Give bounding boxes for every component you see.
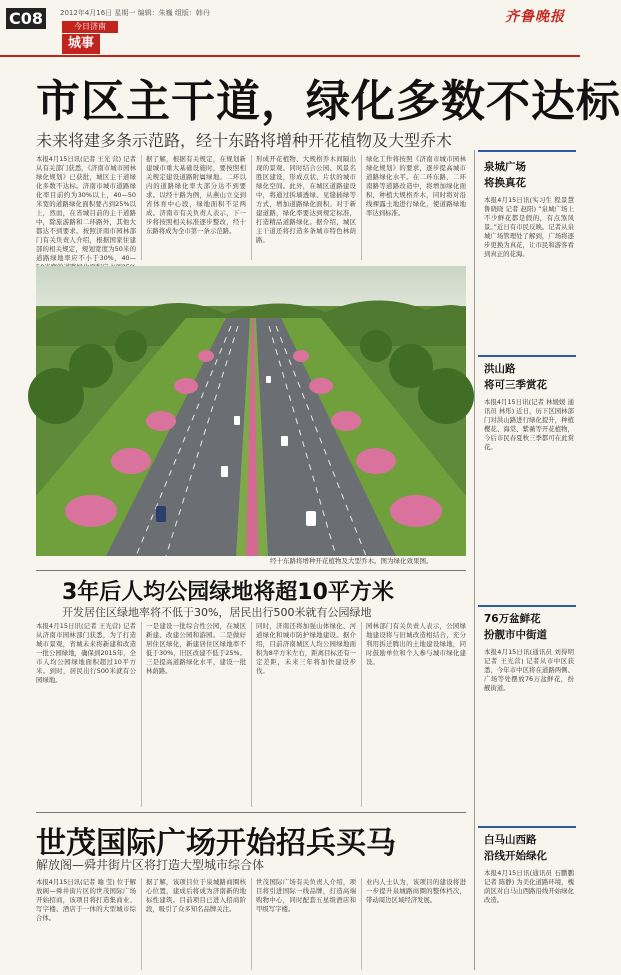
sidebar-2-body: 本报4月15日讯(记者 林媛媛 通讯员 林彤) 近日，历下区园林部门对洪山路进行绿化提升，种植樱花、海棠、紫薇等开花植物，今后市民春夏秋三季都可在此赏花。 xyxy=(484,398,574,451)
column-divider xyxy=(251,155,252,260)
sidebar-2-title-line1: 洪山路 xyxy=(484,363,516,375)
lead-column-1: 本报4月15日讯(记者 王光 营) 记者从有关部门获悉，《济南市城市园林绿化规划》已获批，城区主干道绿化多数不达标。济南市城市道路绿化率目前约为30%以上，40—50米宽的道路绿化面积要占到25%以上，然而，在省城目前的主干道路中，除旅游路和二环路外，其他大都达不到要求。按照济南市园林部门有关负责人介绍，根据国家住建部的相关规定，规划宽度为50米的道路绿地率应不小于30%，40— xyxy=(36,155,136,262)
masthead-rule xyxy=(0,55,580,57)
third-subheadline: 解放阁—舜井街片区将打造大型城市综合体 xyxy=(36,858,265,872)
lead-subheadline: 未来将建多条示范路，经十东路将增种开花植物及大型乔木 xyxy=(36,131,453,150)
second-column-3: 同时，济南还将加强山体绿化、河道绿化和城市防护绿地建设。据介绍，目前济南城区人均公园绿地面积为8平方米左右，距离目标还有一定差距，未来三年将加快建设步伐。 xyxy=(256,622,356,675)
section-divider xyxy=(36,570,466,571)
third-column-1: 本报4月15日讯(记者 喻 莹) 位于解放阁—舜井街片区的世茂国际广场开始招商，该项目将打造集商业、写字楼、酒店于一体的大型城市综合体。 xyxy=(36,878,136,922)
column-divider xyxy=(141,155,142,260)
sidebar-rule xyxy=(478,150,576,152)
sidebar-3-title-line1: 76万盆鲜花 xyxy=(484,613,541,625)
lead-column-3: 形成开花植物、大规格乔木间隔出现的景观。同时结合公园、风景名胜区建设，形成点状、片状的城市绿化空间。此外，在城区道路建设中，将通过拆墙透绿、见缝插绿等方式，增加道路绿化面积。对于新建道路，绿化率要达到规定标准，打造精品道路绿化。据介绍，城区主干道还将打造多条城市特色林荫路。 xyxy=(256,155,356,244)
third-column-4: 业内人士认为，该项目的建设将进一步提升泉城路商圈的整体档次，带动周边区域经济发展。 xyxy=(366,878,466,904)
second-headline: 3年后人均公园绿地将超10平方米 xyxy=(62,580,394,605)
photo-caption: 经十东路将增种开花植物及大型乔木。图为绿化效果图。 xyxy=(270,557,433,565)
third-column-3: 世茂国际广场有关负责人介绍，项目将引进国际一线品牌，打造高端购物中心，同时配套五星级酒店和甲级写字楼。 xyxy=(256,878,356,913)
column-divider xyxy=(361,155,362,260)
second-subheadline: 开发居住区绿地率将不低于30%，居民出行500米就有公园绿地 xyxy=(62,606,372,619)
today-label: 今日济南 xyxy=(62,21,118,33)
section-title: 城事 xyxy=(62,34,100,54)
sidebar-4-title-line2: 沿线开始绿化 xyxy=(484,850,547,862)
sidebar-1-title-line1: 泉城广场 xyxy=(484,161,526,173)
sidebar-4-body: 本报4月15日讯(通讯员 石鹏鹏 记者 陈静) 为美化道路环境，槐荫区对白马山西路沿线开始绿化改造。 xyxy=(484,869,574,904)
sidebar-1-title-line2: 将换真花 xyxy=(484,177,526,189)
column-divider xyxy=(361,622,362,807)
page-number: C08 xyxy=(6,8,46,29)
sidebar-3-body: 本报4月15日讯(通讯员 刘得明 记者 王光营) 记者从市中区获悉，今年市中区将在道路两侧、广场等处摆放76万盆鲜花，扮靓街道。 xyxy=(484,648,574,692)
second-column-2: 一是建设一批综合性公园，在城区新建、改建公园和游园。二是做好居住区绿化，新建居住区绿地率不低于30%，旧区改建不低于25%。三是提高道路绿化水平，建设一批林荫路。 xyxy=(146,622,246,675)
sidebar-rule xyxy=(478,605,576,607)
second-column-4: 园林部门有关负责人表示，公园绿地建设将与旧城改造相结合，充分利用拆迁腾出的土地建设绿地，同时鼓励单位和个人参与城市绿化建设。 xyxy=(366,622,466,666)
column-divider xyxy=(251,622,252,807)
column-divider xyxy=(361,878,362,970)
dateline: 2012年4月16日 星期一 编辑：朱巍 组版：韩丹 xyxy=(60,9,210,17)
boulevard-rendering-photo xyxy=(36,266,466,556)
sidebar-rule xyxy=(478,826,576,828)
lead-column-2: 据了解，根据有关规定，在规划新建城市重大基础设施时，要按照相关规定建设道路附属绿地。二环以内的道路绿化率大部分达不到要求。以经十路为例，从燕山立交到省体育中心段，绿地面积不足两成。济南市有关负责人表示，下一步将按照相关标准逐步整改，经十东路将成为全市第一条示范路。 xyxy=(146,155,246,235)
lead-column-4: 绿化工作将按照《济南市城市园林绿化规划》的要求，逐步提高城市道路绿化水平。在二环东路、二环南路等道路改造中，将增加绿化面积，种植大规格乔木，同时将对沿线裸露土地进行绿化，使道路绿地率达到标准。 xyxy=(366,155,466,217)
sidebar-2-title-line2: 将可三季赏花 xyxy=(484,379,547,391)
sidebar-divider xyxy=(474,150,475,970)
sidebar-3-title-line2: 扮靓市中街道 xyxy=(484,629,547,641)
newspaper-logo: 齐鲁晚报 xyxy=(505,9,565,25)
third-column-2: 据了解，该项目位于泉城路商圈核心位置，建成后将成为济南新的地标性建筑。目前项目已进入招商阶段，吸引了众多知名品牌关注。 xyxy=(146,878,246,913)
third-headline: 世茂国际广场开始招兵买马 xyxy=(36,826,396,861)
column-divider xyxy=(141,878,142,970)
column-divider xyxy=(141,622,142,807)
masthead xyxy=(0,0,580,58)
lead-headline: 市区主干道，绿化多数不达标 xyxy=(36,76,621,127)
sidebar-1-body: 本报4月15日讯(实习生 程景慧 鲁晓晓 记者 赵阳) “泉城广场上不少鲜花都是假的，有点煞风景。”近日有市民反映。记者从泉城广场管理处了解到，广场将逐步更换为真花，让市民和游客看到真正的花海。 xyxy=(484,196,574,258)
second-column-1: 本报4月15日讯(记者 王光营) 记者从济南市园林部门获悉，为了打造城市景观，省城未来将新建和改造一批公园绿地，确保到2015年，全市人均公园绿地面积超过10平方米。到时，居民出行500米就有公园绿地。 xyxy=(36,622,136,684)
sidebar-rule xyxy=(478,355,576,357)
column-divider xyxy=(251,878,252,970)
sidebar-4-title-line1: 白马山西路 xyxy=(484,834,537,846)
section-divider xyxy=(36,812,466,813)
